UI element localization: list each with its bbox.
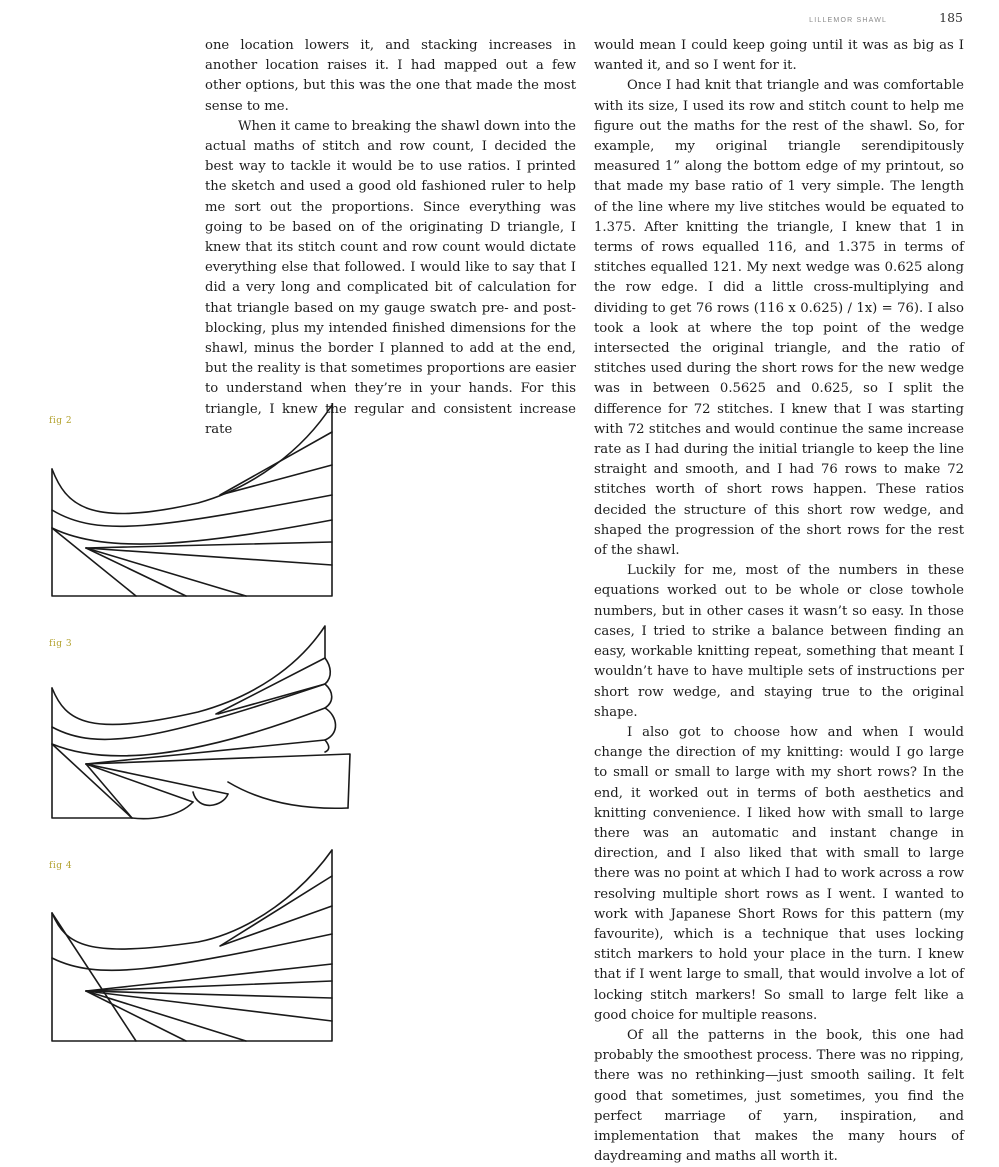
figure-2-diagram — [48, 400, 338, 600]
page-number: 185 — [939, 10, 963, 25]
paragraph: would mean I could keep going until it was as big as I wanted it, and so I went for it. — [594, 38, 964, 74]
right-text-column — [594, 36, 964, 1167]
figure-3-diagram — [48, 622, 358, 822]
figure-label: fig 2 — [49, 416, 73, 426]
running-head — [809, 10, 963, 25]
paragraph: Of all the patterns in the book, this one had probably the smoothest process. There was no ripping, there was no rethinking—just smooth sailing. It felt good that sometimes, just sometimes, you find the perfect marriage of yarn, inspiration, and implementation that makes the many hours of daydreaming and maths all worth it. — [594, 1027, 964, 1165]
paragraph: Luckily for me, most of the numbers in these equations worked out to be whole or close towhole numbers, but in other cases it wasn’t so easy. In those cases, I tried to strike a balance between finding an easy, workable knitting repeat, something that meant I wouldn’t have to have multiple sets of instructions per short row wedge, and staying true to the original shape. — [594, 563, 964, 720]
book-title: LILLEMOR SHAWL — [809, 17, 888, 24]
paragraph: one location lowers it, and stacking increases in another location raises it. I had mapped out a few other options, but this was the one that made the most sense to me. — [205, 38, 576, 114]
left-text-column — [205, 36, 576, 440]
paragraph: Once I had knit that triangle and was comfortable with its size, I used its row and stitch count to help me figure out the maths for the rest of the shawl. So, for example, my original triangle serendipitously measured 1” along the bottom edge of my printout, so that made my base ratio of 1 very simple. The length of the line where my live stitches would be equated to 1.375. After knitting the triangle, I knew that 1 in terms of rows equalled 116, and 1.375 in terms of stitches equalled 121. My next wedge was 0.625 along the row edge. I did a little cross-multiplying and dividing to get 76 rows (116 x 0.625) / 1x) = 76). I also took a look at where the top point of the wedge intersected the original triangle, and the ratio of stitches used during the short rows for the new wedge was in between 0.5625 and 0.625, so I split the difference for 72 stitches. I knew that I was starting with 72 stitches and would continue the same increase rate as I had during the initial triangle to keep the line straight and smooth, and I had 76 rows to make 72 stitches worth of short rows happen. These ratios decided the structure of this short row wedge, and shaped the progression of the short rows for the rest of the shawl. — [594, 78, 964, 559]
paragraph: When it came to breaking the shawl down into the actual maths of stitch and row count, I decided the best way to tackle it would be to use ratios. I printed the sketch and used a good old fashioned ruler to help me sort out the proportions. Since everything was going to be based on of the originating D triangle, I knew that its stitch count and row count would dictate everything else that followed. I would like to say that I did a very long and complicated bit of calculation for that triangle based on my gauge swatch pre- and post-blocking, plus my intended finished dimensions for the shawl, minus the border I planned to add at the end, but the reality is that sometimes proportions are easier to understand when they’re in your hands. For this triangle, I knew the regular and consistent increase rate — [205, 118, 576, 437]
figure-label: fig 3 — [49, 639, 73, 649]
paragraph: I also got to choose how and when I would change the direction of my knitting: would I go large to small or small to large with my short rows? In the end, it worked out in terms of both aesthetics and knitting convenience. I liked how with small to large there was an automatic and instant change in direction, and I also liked that with small to large there was no point at which I had to work across a row resolving multiple short rows as I went. I wanted to work with Japanese Short Rows for this pattern (my favourite), which is a technique that uses locking stitch markers to hold your place in the turn. I knew that if I went large to small, that would involve a lot of locking stitch markers! So small to large felt like a good choice for multiple reasons. — [594, 724, 964, 1023]
figure-4-diagram — [48, 846, 338, 1046]
figure-label: fig 4 — [49, 861, 73, 871]
